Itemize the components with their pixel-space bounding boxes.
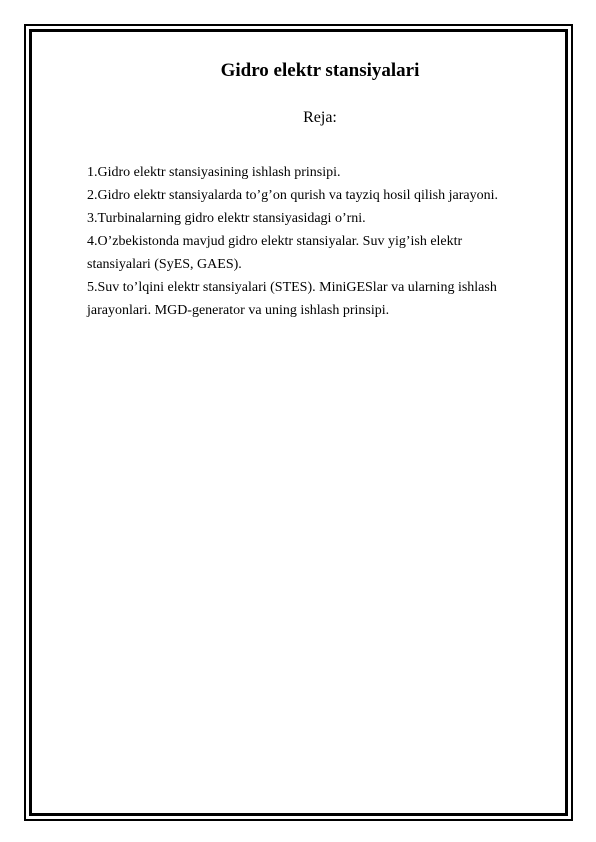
plan-item-1: 1.Gidro elektr stansiyasining ishlash prinsipi. [87,165,341,180]
plan-item-5: 5.Suv to’lqini elektr stansiyalari (STES). MiniGESlar va ularning ishlash jarayonlari. MGD-generator va uning ishlash prinsipi. [87,280,497,318]
document-title: Gidro elektr stansiyalari [220,60,420,81]
plan-heading: Reja: [303,109,337,126]
plan-item-2: 2.Gidro elektr stansiyalarda to’g’on qurish va tayziq hosil qilish jarayoni. [87,188,498,203]
plan-item-3: 3.Turbinalarning gidro elektr stansiyasidagi o’rni. [87,211,366,226]
plan-list [87,161,527,322]
plan-item-4: 4.O’zbekistonda mavjud gidro elektr stansiyalar. Suv yig’ish elektr stansiyalari (SyES, GAES). [87,234,463,272]
page-border-inner [29,29,568,816]
